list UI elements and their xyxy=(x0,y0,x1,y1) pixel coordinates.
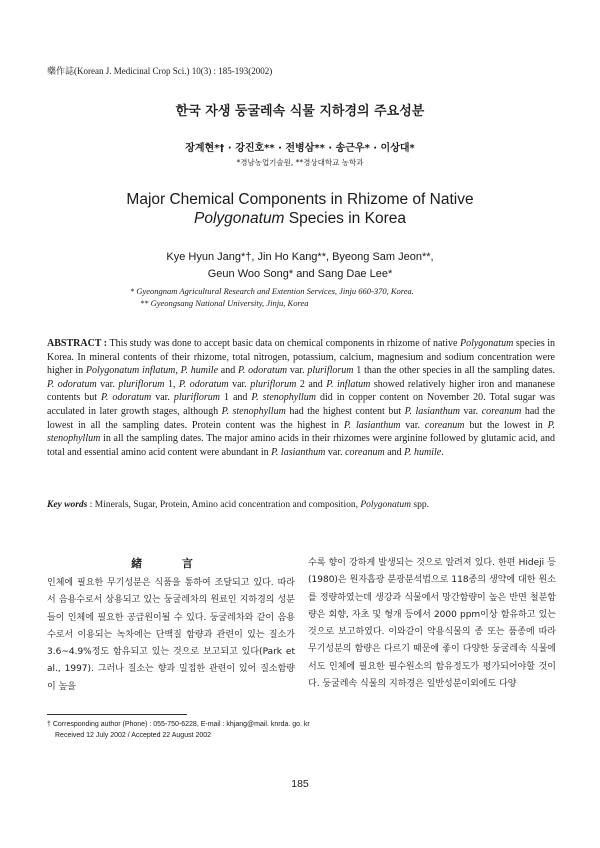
abstract-text: 1 and xyxy=(220,392,252,404)
abstract-text: This study was done to accept basic data on chemical components in rhizome of native xyxy=(107,338,460,349)
abstract-text: var. xyxy=(287,365,308,377)
abstract-taxon: coreanum xyxy=(424,419,465,431)
abstract-text: did in copper content on November 20. Total sugar was acculated in later growth stages, although xyxy=(47,392,555,417)
abstract-text: var. xyxy=(325,446,346,458)
english-authors-line1: Kye Hyun Jang*†, Jin Ho Kang**, Byeong Sam Jeon**, xyxy=(166,251,434,263)
abstract-taxon: P. odoratum xyxy=(47,378,97,390)
abstract-text: var. xyxy=(228,378,251,390)
abstract-text: had the lowest in all the sampling dates. Protein content was the highest in xyxy=(47,405,555,431)
left-column-text: 인체에 필요한 무기성분은 식품을 통하여 조달되고 있다. 따라서 음용수로서 상용되고 있는 둥굴레차의 원료인 지하경의 성분들이 인체에 필요한 공급원이될 수 있다. 둥굴레차와 같이 음용수로서 이용되는 녹차에는 단백질 함량과 관련이 있는 질소가 3.6~4.9%정도 함유되고 있는 것으로 보고되고 있다(Park et al., 1997). 그러나 질소는 향과 밀접한 관련이 있어 질소함량이 높을 xyxy=(47,578,295,692)
abstract-text: var. xyxy=(96,378,119,390)
abstract-taxon: P. lasianthum xyxy=(271,446,326,458)
abstract-taxon: P. lasianthum xyxy=(404,405,460,417)
english-title-line2 xyxy=(0,209,600,228)
abstract-taxon: pluriflorum xyxy=(250,378,297,390)
abstract-taxon: P. lasianthum xyxy=(343,419,401,431)
footnote xyxy=(47,719,310,741)
abstract-text: . xyxy=(441,446,444,458)
abstract-text: 1, xyxy=(164,378,179,390)
footnote-corresponding: † Corresponding author (Phone) : 055-750-6228, E-mail : khjang@mail. knrda. go. kr xyxy=(47,721,310,728)
abstract-taxon: P. inflatum xyxy=(326,378,371,390)
abstract-taxon: P. stenophyllum xyxy=(251,392,316,404)
abstract-text: var. xyxy=(459,405,482,417)
abstract-taxon: P. odoratum xyxy=(101,392,152,404)
footnote-divider xyxy=(47,714,187,715)
abstract-text: but the lowest in xyxy=(464,419,548,431)
english-title xyxy=(0,190,600,228)
english-affiliation-1: * Gyeongnam Agricultural Research and Extention Services, Jinju 660-370, Korea. xyxy=(130,286,414,296)
abstract-text: showed relatively higher iron and mananese contents but xyxy=(47,378,555,404)
english-authors xyxy=(0,249,600,283)
abstract-taxon: Polygonatum inflatum, P. humile xyxy=(85,365,219,377)
right-column-text: 수록 향이 강하게 발생되는 것으로 알려져 있다. 한편 Hideji 등 (1980)은 원자흡광 분광분석법으로 118종의 생약에 대한 원소를 정량하였는데 생강과 식물에서 망간함량이 높은 반면 철분함량은 회향, 자초 및 형개 등에서 2000 ppm이상 함유하고 있는 것으로 보고하였다. 이와같이 약용식물의 종 또는 품종에 따라 무기성분의 함량은 다르기 때문에 좋이 다양한 둥굴레속 식물에서도 인체에 필요한 필수원소의 함유정도가 평가되어야할 것이다. 둥굴레속 식물의 지하경은 일반성분이외에도 다양 xyxy=(308,558,556,690)
korean-title: 한국 자생 둥굴레속 식물 지하경의 주요성분 xyxy=(175,104,425,119)
english-title-line1: Major Chemical Components in Rhizome of Native xyxy=(126,191,474,208)
abstract-taxon: coreanum xyxy=(481,405,522,417)
abstract-taxon: P. odoratum xyxy=(178,378,229,390)
english-affiliation xyxy=(130,285,414,309)
abstract-taxon: pluriflorum xyxy=(307,365,354,377)
abstract-text: var. xyxy=(400,419,425,431)
abstract-text: in all the sampling dates. The major amino acids in their rhizomes were arginine followed by glutamic acid, and total and essential amino acid content were abundant in xyxy=(47,433,555,458)
english-authors-line2: Geun Woo Song* and Sang Dae Lee* xyxy=(207,268,393,280)
abstract-text: 1 than the other species in all the sampling dates. xyxy=(353,365,556,377)
korean-affiliation: *경남농업기술원, **경상대학교 농학과 xyxy=(236,158,364,167)
keywords xyxy=(47,500,557,510)
journal-citation: 藥作誌(Korean J. Medicinal Crop Sci.) 10(3) : 185-193(2002) xyxy=(47,66,273,76)
abstract-taxon: pluriflorum xyxy=(118,378,165,390)
english-title-rest: Species in Korea xyxy=(284,210,406,227)
keywords-text: : Minerals, Sugar, Protein, Amino acid concentration and composition, xyxy=(87,500,361,510)
abstract-text: and xyxy=(218,365,239,377)
keywords-tail: spp. xyxy=(411,500,429,510)
english-title-genus: Polygonatum xyxy=(194,210,285,227)
abstract-text: species in Korea. In mineral contents of their rhizome, total nitrogen, potassium, calcium, magnesium and sodium concentration were higher in xyxy=(47,338,556,377)
section-heading-introduction: 緒 言 xyxy=(131,557,211,570)
abstract-body xyxy=(47,338,555,458)
abstract-taxon: pluriflorum xyxy=(173,392,221,404)
abstract-text: had the highest content but xyxy=(285,405,405,417)
english-affiliation-2: ** Gyeongsang National University, Jinju, Korea xyxy=(140,298,309,308)
left-column xyxy=(47,575,295,696)
page-number: 185 xyxy=(291,778,309,790)
abstract-text: var. xyxy=(151,392,174,404)
abstract-taxon: P. stenophyllum xyxy=(221,405,286,417)
abstract-label: ABSTRACT : xyxy=(47,338,108,349)
right-column xyxy=(308,555,556,693)
abstract-taxon: P. stenophyllum xyxy=(47,419,555,445)
footnote-received: Received 12 July 2002 / Accepted 22 August 2002 xyxy=(55,732,212,739)
abstract-taxon: coreanum xyxy=(345,446,385,458)
abstract-taxon: Polygonatum xyxy=(459,338,514,349)
abstract-text: 2 and xyxy=(296,378,327,390)
abstract-text: and xyxy=(384,446,405,458)
keywords-label: Key words xyxy=(47,500,88,510)
abstract-taxon: P. odoratum xyxy=(238,365,288,377)
korean-authors: 장계현*† · 강진호** · 전병삼** · 송근우* · 이상대* xyxy=(185,143,415,154)
keywords-genus: Polygonatum xyxy=(360,500,412,510)
abstract-taxon: P. humile xyxy=(404,446,442,458)
abstract xyxy=(47,337,555,459)
